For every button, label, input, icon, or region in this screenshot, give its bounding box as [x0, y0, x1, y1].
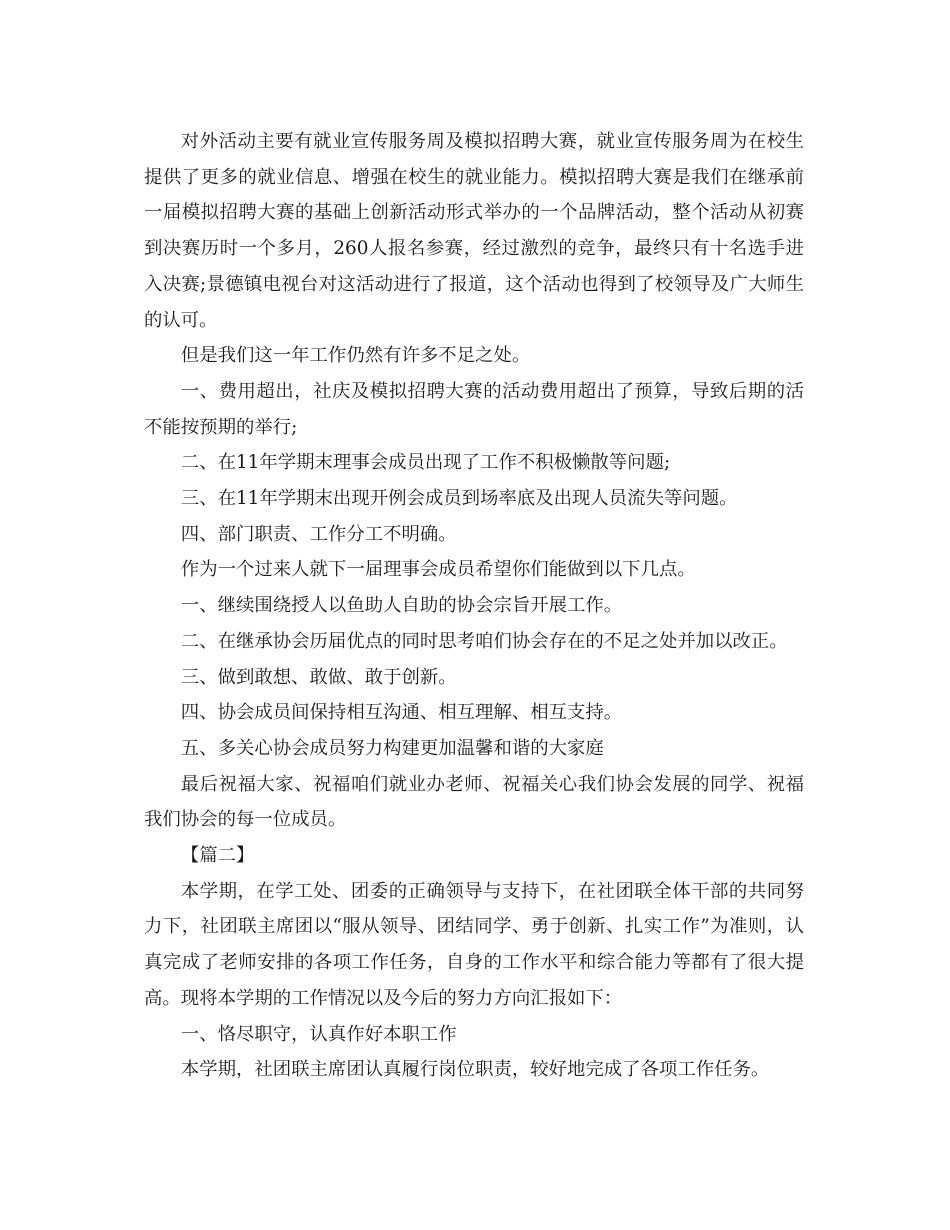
paragraph-closing-wishes: 最后祝福大家、祝福咱们就业办老师、祝福关心我们协会发展的同学、祝福我们协会的每一位成员。: [144, 773, 804, 831]
paragraph-hope-5: 五、多关心协会成员努力构建更加温馨和谐的大家庭: [180, 737, 604, 759]
paragraph-shortcoming-2: 二、在11年学期末理事会成员出现了工作不积极懒散等问题;: [180, 452, 671, 474]
paragraph-duties-summary: 本学期，社团联主席团认真履行岗位职责，较好地完成了各项工作任务。: [180, 1059, 770, 1081]
paragraph-hope-4: 四、协会成员间保持相互沟通、相互理解、相互支持。: [180, 702, 623, 724]
paragraph-hope-3: 三、做到敢想、敢做、敢于创新。: [180, 666, 457, 688]
paragraph-shortcoming-1: 一、费用超出，社庆及模拟招聘大赛的活动费用超出了预算，导致后期的活不能按预期的举行;: [144, 380, 804, 438]
section-heading-part-two: 【篇二】: [180, 845, 255, 867]
paragraph-shortcomings-intro: 但是我们这一年工作仍然有许多不足之处。: [180, 345, 531, 367]
document-page: [144, 124, 804, 1088]
paragraph-hopes-intro: 作为一个过来人就下一届理事会成员希望你们能做到以下几点。: [180, 559, 696, 581]
paragraph-semester-intro: 本学期，在学工处、团委的正确领导与支持下，在社团联全体干部的共同努力下，社团联主席团以“服从领导、团结同学、勇于创新、扎实工作”为准则，认真完成了老师安排的各项工作任务，自身的工作水平和综合能力等都有了很大提高。现将本学期的工作情况以及今后的努力方向汇报如下：: [144, 880, 804, 1009]
paragraph-hope-1: 一、继续围绕授人以鱼助人自助的协会宗旨开展工作。: [180, 595, 623, 617]
subheading-duties: 一、恪尽职守，认真作好本职工作: [180, 1023, 457, 1045]
paragraph-hope-2: 二、在继承协会历届优点的同时思考咱们协会存在的不足之处并加以改正。: [180, 630, 788, 652]
paragraph-shortcoming-3: 三、在11年学期末出现开例会成员到场率底及出现人员流失等问题。: [180, 488, 738, 510]
paragraph-shortcoming-4: 四、部门职责、工作分工不明确。: [180, 523, 457, 545]
paragraph-external-activities: 对外活动主要有就业宣传服务周及模拟招聘大赛，就业宣传服务周为在校生提供了更多的就业信息、增强在校生的就业能力。模拟招聘大赛是我们在继承前一届模拟招聘大赛的基础上创新活动形式举办的一个品牌活动，整个活动从初赛到决赛历时一个多月，260人报名参赛，经过激烈的竞争，最终只有十名选手进入决赛;景德镇电视台对这活动进行了报道，这个活动也得到了校领导及广大师生的认可。: [144, 131, 804, 331]
